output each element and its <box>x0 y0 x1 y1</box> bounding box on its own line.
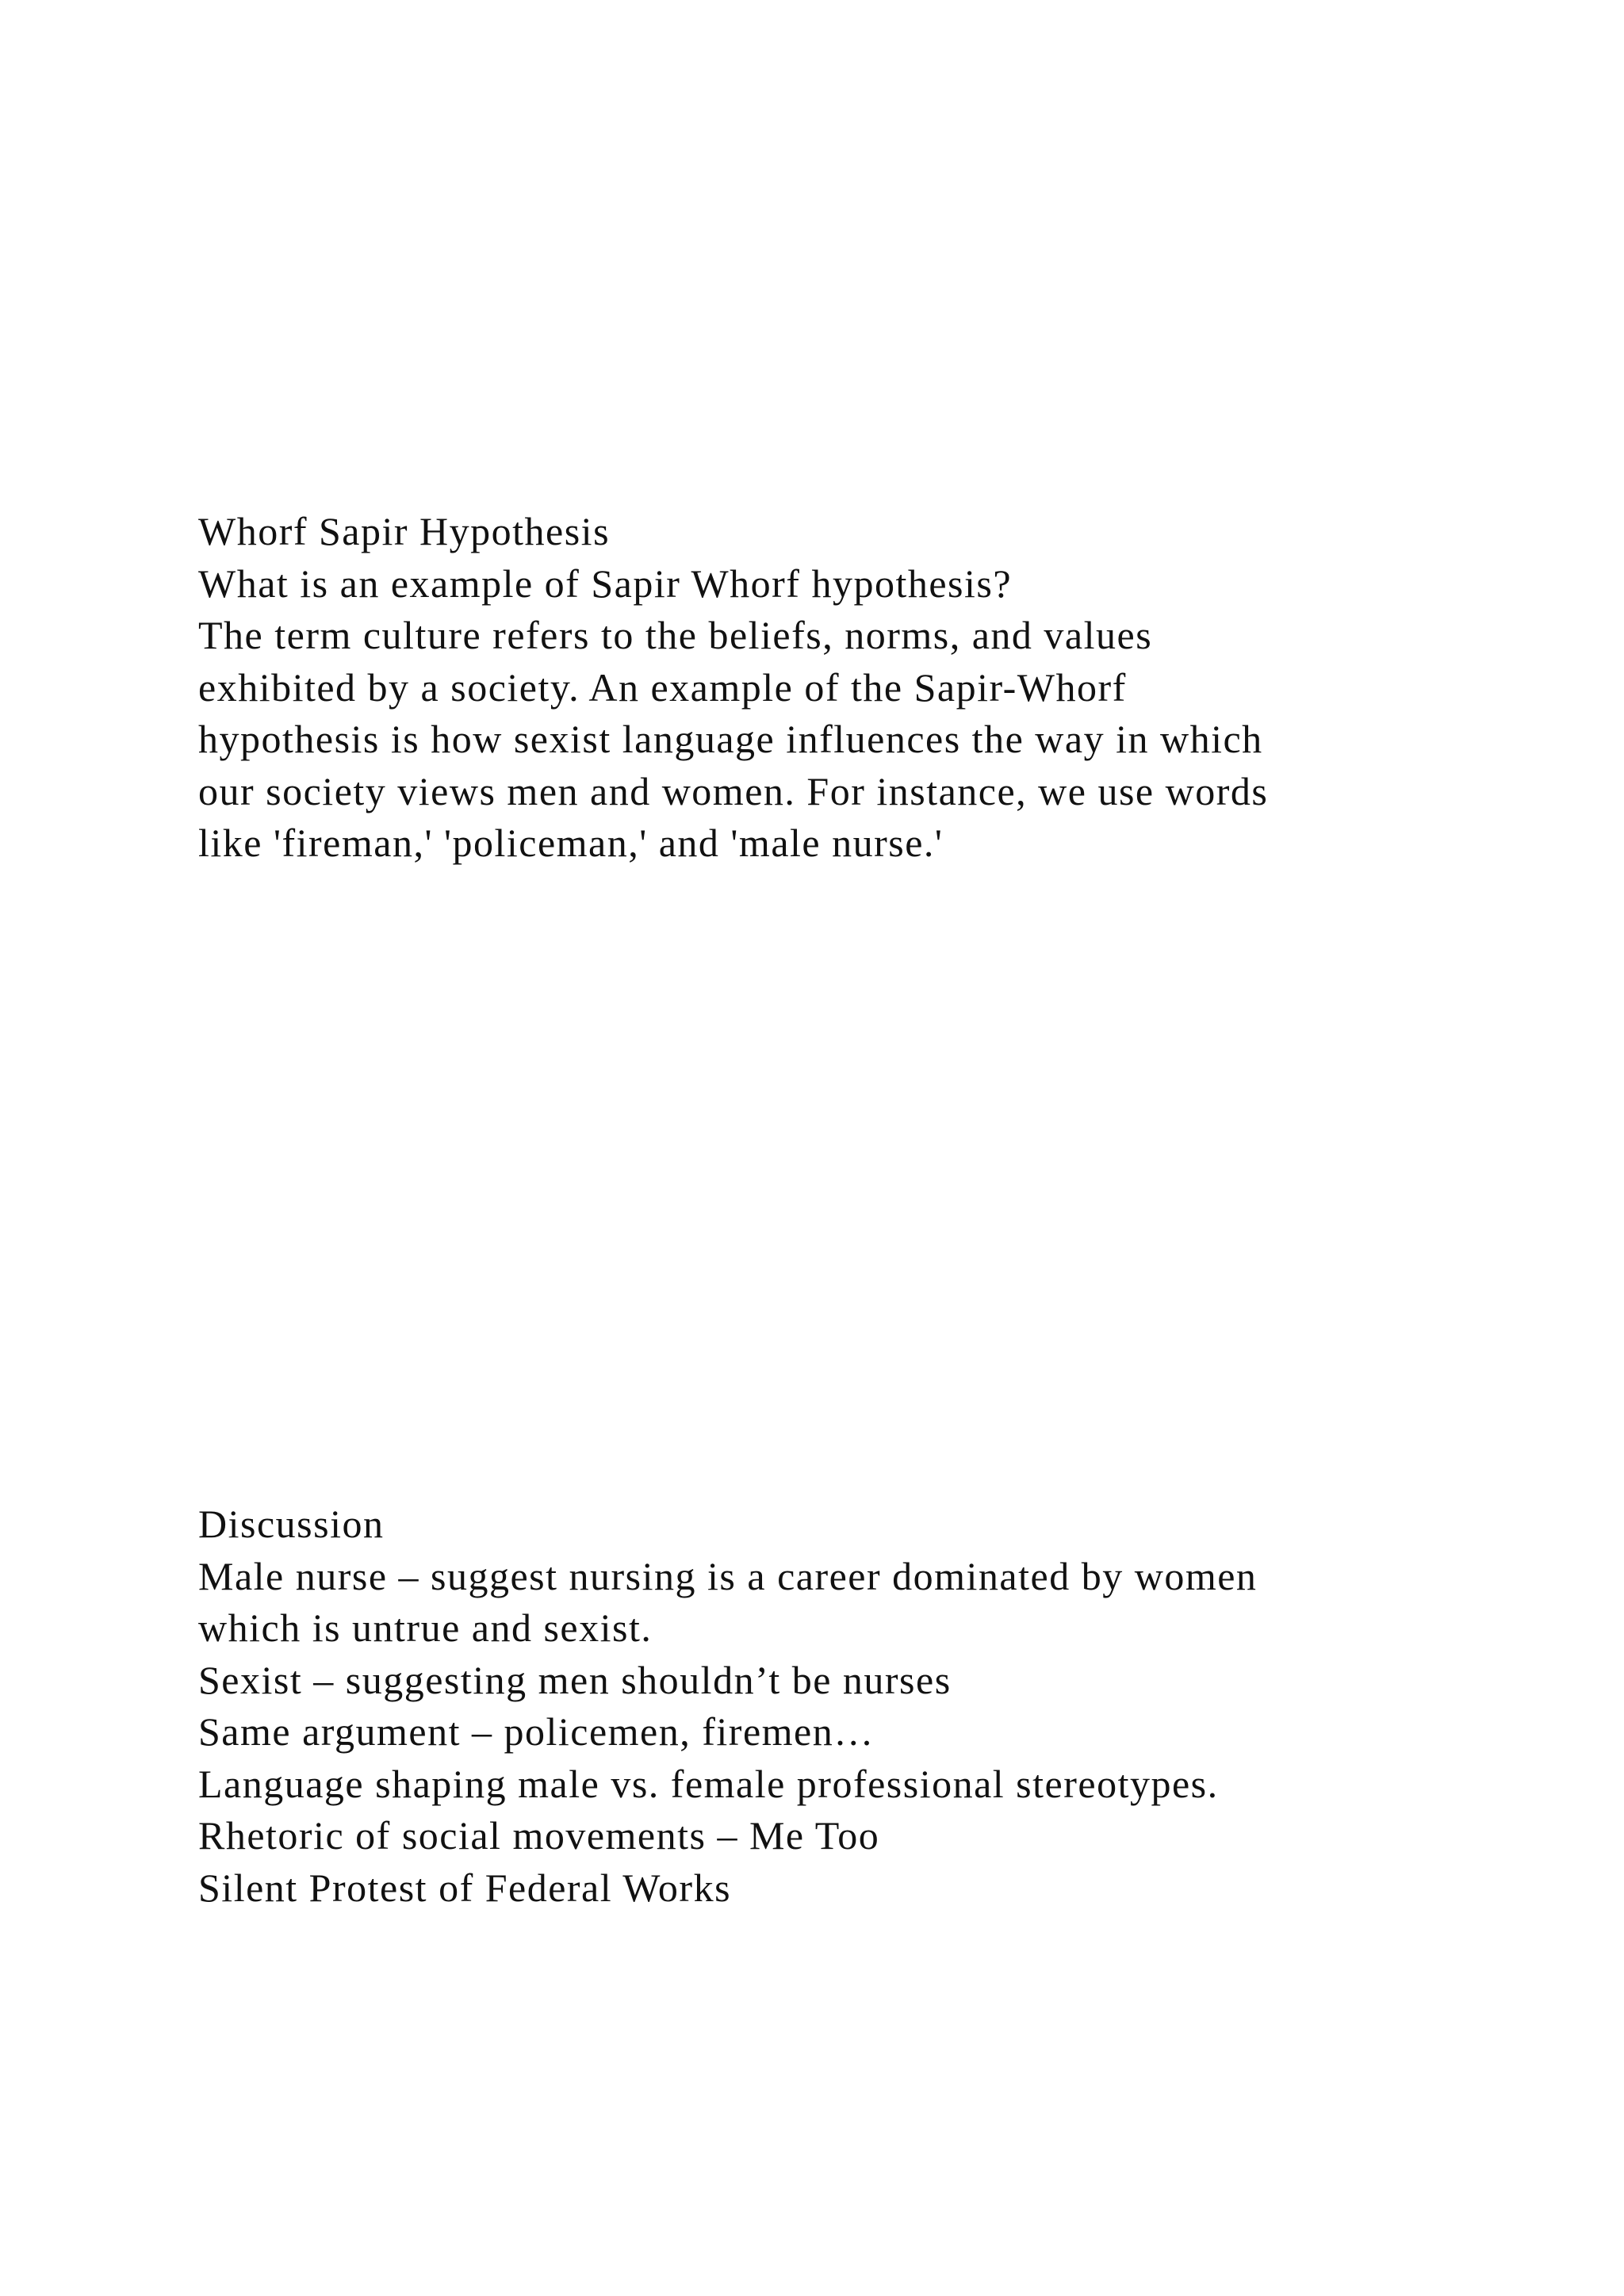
discussion-line: Same argument – policemen, firemen… <box>198 1709 875 1754</box>
discussion-line: which is untrue and sexist. <box>198 1605 653 1650</box>
section-title: Whorf Sapir Hypothesis <box>198 509 611 553</box>
body-line: like 'fireman,' 'policeman,' and 'male nurse.' <box>198 821 944 865</box>
discussion-section <box>198 1498 1435 1914</box>
discussion-line: Sexist – suggesting men shouldn’t be nurses <box>198 1657 952 1702</box>
body-line: hypothesis is how sexist language influences the way in which <box>198 717 1263 761</box>
discussion-line: Silent Protest of Federal Works <box>198 1865 732 1910</box>
question-line: What is an example of Sapir Whorf hypothesis? <box>198 561 1013 606</box>
discussion-title: Discussion <box>198 1502 385 1546</box>
hypothesis-section <box>198 506 1435 870</box>
discussion-line: Male nurse – suggest nursing is a career dominated by women <box>198 1553 1258 1598</box>
discussion-line: Language shaping male vs. female professional stereotypes. <box>198 1761 1219 1806</box>
body-line: exhibited by a society. An example of the Sapir-Whorf <box>198 664 1127 710</box>
discussion-line: Rhetoric of social movements – Me Too <box>198 1813 880 1858</box>
body-line: The term culture refers to the beliefs, norms, and values <box>198 613 1153 657</box>
body-line: our society views men and women. For instance, we use words <box>198 768 1269 813</box>
